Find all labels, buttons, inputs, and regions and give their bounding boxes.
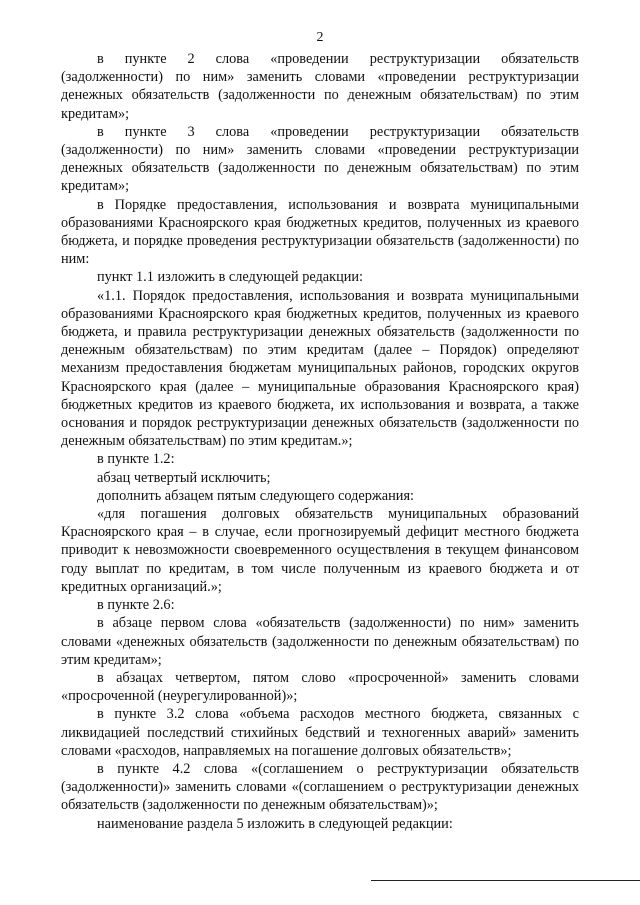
paragraph: наименование раздела 5 изложить в следующей редакции: [97,815,453,832]
paragraph: в пункте 2.6: [97,597,175,614]
paragraph: в абзацах четвертом, пятом слово «просроченной» заменить словами «просроченной (неурегулированной)»; [61,669,579,705]
paragraph: в абзаце первом слова «обязательств (задолженности) по ним» заменить словами «денежных обязательств (задолженности по денежным обязательствам) по этим кредитам»; [61,615,579,668]
document-body [61,50,579,833]
paragraph: «для погашения долговых обязательств муниципальных образований Красноярского края – в случае, если прогнозируемый дефицит местного бюджета приводит к невозможности своевременного осуществления в текущем финансовом году выплат по кредитам, в том числе полученным из краевого бюджета и от кредитных организаций.»; [61,506,579,595]
paragraph: «1.1. Порядок предоставления, использования и возврата муниципальными образованиями Красноярского края бюджетных кредитов, полученных из краевого бюджета, и правила реструктуризации денежных обязательств (задолженности по денежным обязательствам) по этим кредитам (далее – Порядок) определяют механизм предоставления бюджетам муниципальных районов, городских округов Красноярского края (далее – муниципальные образования Красноярского края) бюджетных кредитов из краевого бюджета, их использования и возврата, а также основания и порядок реструктуризации денежных обязательств (задолженности по денежным обязательствам) по этим кредитам.»; [61,287,579,450]
paragraph: в пункте 3 слова «проведении реструктуризации обязательств (задолженности) по ним» заменить словами «проведении реструктуризации денежных обязательств (задолженности по денежным обязательствам) по этим кредитам»; [61,123,579,195]
paragraph: в пункте 4.2 слова «(соглашением о реструктуризации обязательств (задолженности)» заменить словами «(соглашением о реструктуризации денежных обязательств (задолженности по денежным обязательствам)»; [61,760,579,814]
paragraph: дополнить абзацем пятым следующего содержания: [97,487,414,504]
paragraph: в Порядке предоставления, использования и возврата муниципальными образованиями Красноярского края бюджетных кредитов, полученных из краевого бюджета, и порядке проведения реструктуризации обязательств (задолженности) по ним: [61,196,579,268]
page-number: 2 [316,30,324,45]
paragraph: в пункте 1.2: [97,451,175,468]
footer-divider [371,880,640,881]
paragraph: пункт 1.1 изложить в следующей редакции: [97,269,364,286]
paragraph: в пункте 3.2 слова «объема расходов местного бюджета, связанных с ликвидацией последствий стихийных бедствий и техногенных аварий» заменить словами «расходов, направляемых на погашение долговых обязательств»; [61,706,579,759]
paragraph: в пункте 2 слова «проведении реструктуризации обязательств (задолженности) по ним» заменить словами «проведении реструктуризации денежных обязательств (задолженности по денежным обязательствам) по этим кредитам»; [61,51,579,122]
paragraph: абзац четвертый исключить; [97,469,271,486]
